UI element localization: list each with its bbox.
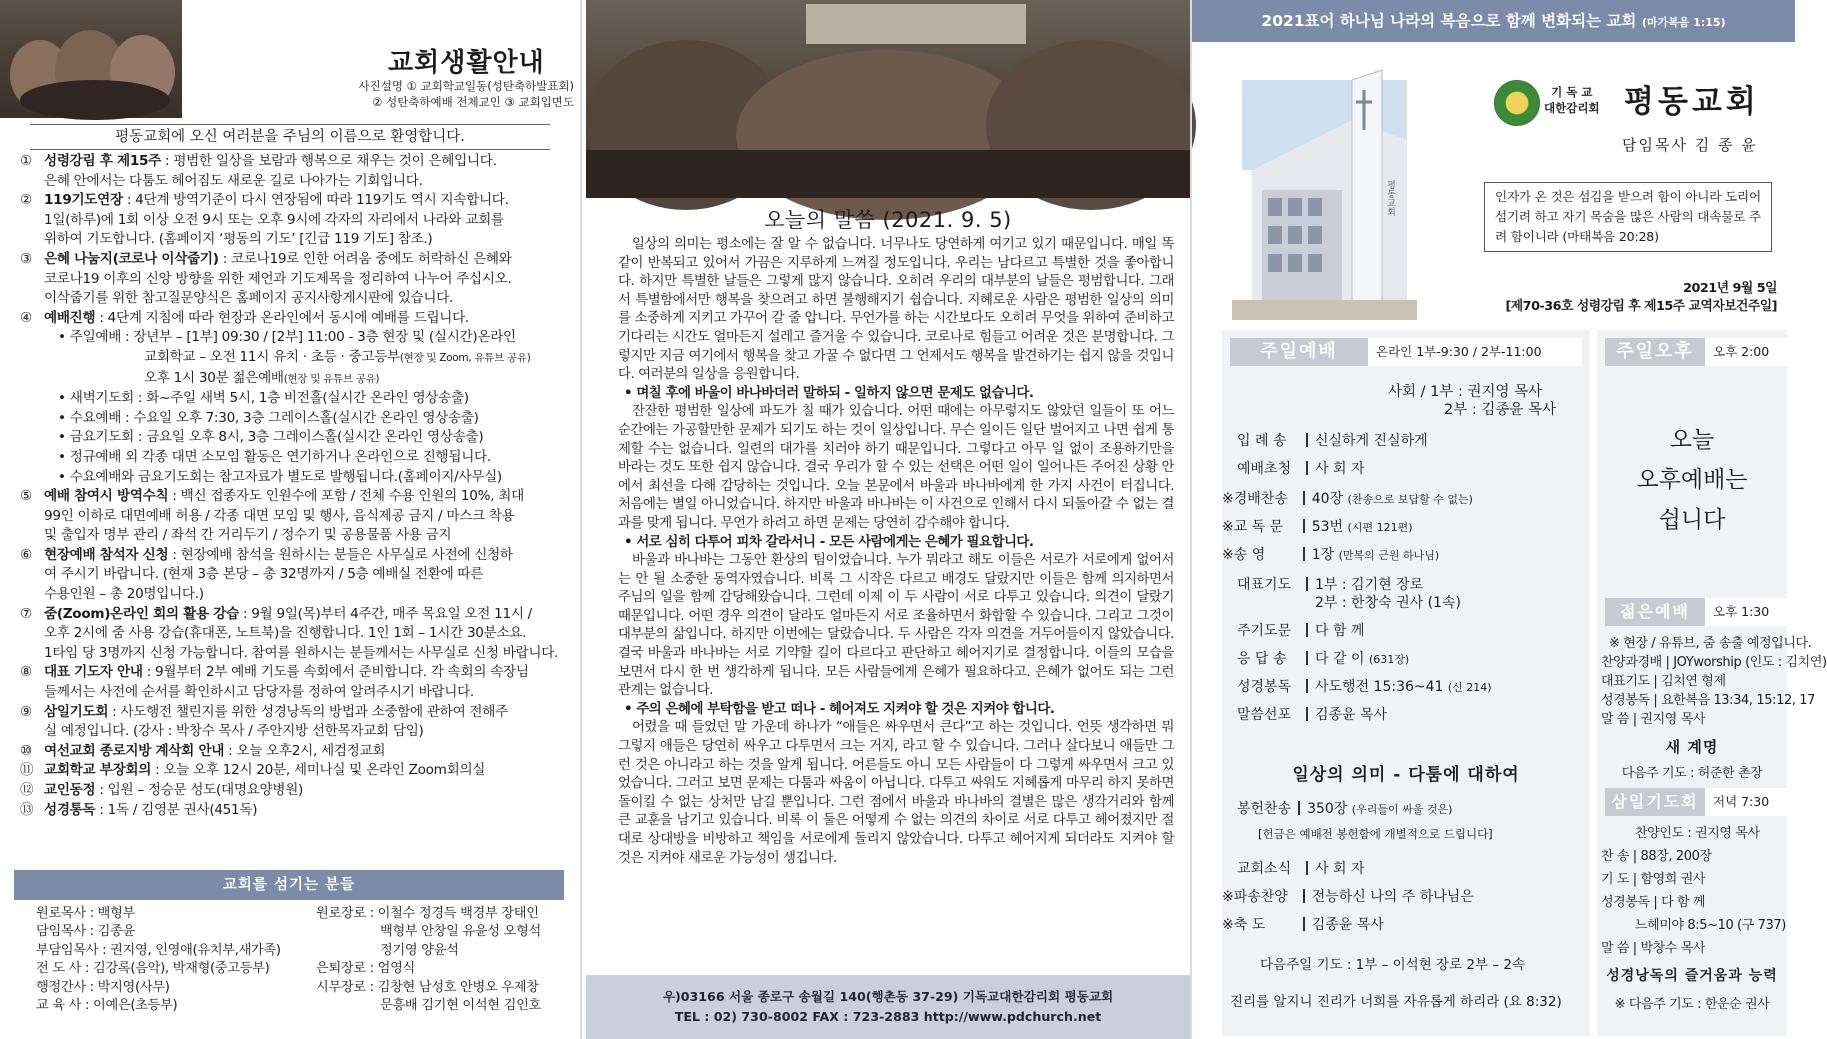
service-detail-line: 성경봉독 | 요한복음 13:34, 15:12, 17 — [1601, 693, 1816, 708]
notice-title: 예배 참여시 방역수칙 — [44, 488, 169, 505]
notice-number: ⑥ — [20, 546, 32, 563]
order-note: (시편 121편) — [1347, 521, 1413, 534]
staff-row: 부담임목사 : 권지영, 인영애(유치부,새가족) — [36, 942, 281, 958]
notice-title: 교인동정 — [44, 782, 96, 798]
order-row — [1237, 648, 1409, 668]
worship-leader: 사회 / 1부 : 권지영 목사 — [1388, 384, 1543, 400]
sermon-body — [618, 236, 1174, 868]
notice-item — [20, 309, 568, 329]
notice-item — [20, 663, 568, 702]
notice-number: ⑨ — [20, 703, 32, 720]
notice-text: : 4단계 지침에 따라 현장과 온라인에서 동시에 예배를 드립니다. — [95, 309, 469, 326]
staff-row: 담임목사 : 김종윤 — [36, 924, 136, 940]
order-label: 입 례 송 — [1237, 433, 1287, 449]
order-row — [1237, 858, 1364, 878]
order-label: 말씀선포 — [1237, 707, 1292, 723]
sermon-heading: 일상의 의미 - 다툼에 대하여 — [1292, 765, 1520, 785]
sermon-point: • 며칠 후에 바울이 바나바더러 말하되 - 일하지 않으면 문제도 없습니다. — [624, 385, 1034, 401]
church-address: 우)03166 서울 종로구 송월길 140(행촌동 37-29) 기독교대한감리회 평동교회 — [662, 989, 1114, 1004]
church-name: 평동교회 — [1624, 84, 1760, 120]
building-sign: 평동교회 — [1385, 180, 1395, 216]
order-row — [1237, 574, 1423, 594]
staff-row: 원로목사 : 백형부 — [36, 906, 136, 921]
scripture-verse-box: 인자가 온 것은 섬김을 받으려 함이 아니라 도리어 섬기려 하고 자기 목숨을 많은 사람의 대속물로 주려 함이니라 (마태복음 20:28) — [1484, 182, 1772, 252]
order-value: 전능하신 나의 주 하나님은 — [1311, 889, 1474, 905]
worship-leader: 2부 : 김종윤 목사 — [1444, 402, 1556, 418]
other-services-column — [1597, 330, 1827, 1036]
methodist-logo-icon — [1494, 80, 1540, 126]
service-detail-line: 말 씀 | 권지영 목사 — [1601, 712, 1706, 727]
column-divider — [580, 0, 582, 1039]
service-detail-line: 기 도 | 함영희 권사 — [1601, 872, 1706, 887]
notice-title: 성경통독 — [44, 801, 96, 818]
order-row — [1237, 676, 1492, 696]
young-worship-heading: 젊은예배 — [1605, 598, 1705, 626]
notice-item — [20, 152, 568, 191]
sunday-school-photo — [0, 0, 182, 118]
service-detail-line: ※ 현장 / 유튜브, 줌 송출 예정입니다. — [1609, 636, 1812, 651]
worship-line: 오후 1시 30분 젊은예배(현장 및 유튜브 공유) — [144, 369, 380, 386]
notice-item — [20, 605, 568, 664]
order-value: 사 회 자 — [1315, 461, 1365, 477]
order-value: 1장 — [1311, 547, 1339, 563]
sunday-worship-time: 온라인 1부-9:30 / 2부-11:00 — [1368, 338, 1582, 366]
young-worship-time: 오후 1:30 — [1705, 598, 1787, 626]
staff-row: 교 육 사 : 이예은(초등부) — [36, 998, 178, 1014]
notice-number: ③ — [20, 250, 32, 267]
notice-text: : 1독 / 김영분 권사(451독) — [95, 801, 258, 818]
order-row — [1222, 886, 1474, 906]
notice-number: ⑦ — [20, 605, 32, 622]
order-row — [1237, 458, 1364, 478]
offering-remark: [헌금은 예배전 봉헌함에 개별적으로 드립니다] — [1258, 827, 1493, 841]
order-value: 2부 : 한창숙 권사 (1속) — [1315, 595, 1461, 611]
notice-number: ⑤ — [20, 488, 32, 505]
service-detail-line: 말 씀 | 박창수 목사 — [1601, 941, 1706, 956]
order-label: 교회소식 — [1237, 861, 1292, 877]
notice-text: 코로나19 이후의 신앙 방향을 위한 제언과 기도제목을 정리하여 나누어 주십시오. — [44, 270, 512, 287]
photo-caption: 사진설명 ① 교회학교일동(성탄축하발표회) ② 성탄축하예배 전체교인 ③ 교회입면도 — [358, 79, 574, 109]
standing-mark: ※ — [1222, 491, 1234, 507]
notice-text: 오후 2시에 줌 사용 강습(휴대폰, 노트북)을 진행합니다. 1인 1회 – 1시간 30분소요. — [44, 625, 527, 642]
order-label: 응 답 송 — [1237, 651, 1287, 667]
denomination: 기 독 교 대한감리회 — [1544, 85, 1600, 115]
notice-item — [20, 546, 568, 605]
sermon-paragraph: 바울과 바나바는 그동안 환상의 팀이었습니다. 누가 뭐라고 해도 이들은 서로가 서로에게 없어서는 안 될 소중한 동역자였습니다. 비록 그 시작은 다르고 배경도 달랐지만 이들은 함께 의지하면서 주님의 일을 함께 감당해왔습니다. 그런데 이제 이 두 사람이 서로 다투고 있습니다. 의견이 달랐기 때문입니다. 어떤 경우 의견이 달라도 얼마든지 서로 조율하면서 화합할 수 있습니다. 그리고 그것이 대부분의 삶입니다. 하지만 이번에는 달랐습니다. 두 사람은 각자 의견을 거두어들이지 않았습니다. 결국 바울과 바나바는 서로 기약할 길이 다르다고 판단하고 헤어지기로 결정합니다. 이들의 모습을 보면서 다시 한 번 생각하게 됩니다. 모든 사람들에게 은혜가 필요하다고. 은혜가 없어도 되는 그런 관계는 없습니다. — [618, 553, 1174, 699]
notice-text: : 평범한 일상을 보람과 행복으로 채우는 것이 은혜입니다. — [161, 153, 497, 169]
sermon-point: • 주의 은혜에 부탁함을 받고 떠나 - 헤어져도 지켜야 할 것은 지켜야 합니다. — [624, 701, 1055, 717]
order-row — [1237, 704, 1387, 724]
young-next-prayer: 다음주 기도 : 허준한 촌장 — [1621, 766, 1763, 781]
church-building-illustration — [1232, 60, 1417, 320]
order-label: 성경봉독 — [1237, 679, 1292, 695]
notice-title: 은혜 나눔지(코로나 이삭줍기) — [44, 250, 219, 267]
notice-text: : 코로나19로 인한 어려움 중에도 허락하신 은혜와 — [218, 250, 512, 267]
order-label: 교 독 문 — [1233, 519, 1284, 535]
notice-item — [20, 703, 568, 742]
order-value: 신실하게 진실하게 — [1315, 433, 1428, 449]
order-label: 예배초청 — [1237, 461, 1292, 477]
notice-text: : 오늘 오후 12시 20분, 세미나실 및 온라인 Zoom회의실 — [151, 762, 486, 779]
service-detail-line: 찬양인도 : 권지영 목사 — [1635, 826, 1760, 841]
senior-pastor: 담임목사 김 종 윤 — [1622, 136, 1758, 154]
year-motto-banner: 2021표어 하나님 나라의 복음으로 함께 변화되는 교회 (마가복음 1:15) — [1192, 0, 1795, 42]
page-title: 교회생활안내 — [388, 48, 545, 78]
notice-text: : 현장예배 참석을 원하시는 분들은 사무실로 사전에 신청하 — [168, 546, 513, 563]
notice-number: ⑫ — [20, 782, 34, 798]
notice-text: : 입원 – 정승문 성도(대명요양병원) — [95, 782, 304, 798]
order-row: 봉헌찬송 350장 (우리들이 싸울 것은) — [1237, 801, 1453, 817]
afternoon-worship-heading: 주일오후 — [1605, 338, 1705, 366]
order-row — [1222, 544, 1439, 564]
order-note: (만복의 근원 하나님) — [1338, 549, 1440, 562]
notice-text: 실 예정입니다. (강사 : 박창수 목사 / 주안지방 선한목자교회 담임) — [44, 723, 424, 740]
notice-item — [20, 761, 568, 781]
staff-row: 정기영 양윤석 — [380, 942, 459, 958]
sermon-point: • 서로 심히 다투어 피차 갈라서니 - 모든 사람에게는 은혜가 필요합니다. — [624, 534, 1034, 550]
order-row — [1222, 488, 1473, 508]
standing-mark: ※ — [1222, 917, 1234, 933]
notice-text: 위하여 기도합니다. (홈페이지 ‘평동의 기도’ [긴급 119 기도] 참조.) — [44, 231, 433, 248]
worship-order-panel — [1192, 0, 1827, 1039]
young-sermon-title: 새 계명 — [1665, 738, 1719, 756]
church-contact-footer — [586, 975, 1190, 1039]
order-label: 경배찬송 — [1233, 491, 1288, 507]
notice-item — [20, 250, 568, 309]
service-detail-line: 찬양과경배 | JOYworship (인도 : 김치연) — [1601, 655, 1827, 670]
church-life-panel — [0, 0, 578, 1039]
notice-text: 및 출입자 명부 관리 / 좌석 간 거리두기 / 정수기 및 공용물품 사용 금지 — [44, 527, 452, 544]
notice-title: 119기도연장 — [44, 192, 123, 209]
order-note: (신 214) — [1447, 681, 1492, 694]
welcome-greeting: 평동교회에 오신 여러분을 주님의 이름으로 환영합니다. — [30, 124, 550, 150]
notice-text: 은혜 안에서는 다툼도 헤어짐도 새로운 길로 나아가는 기회입니다. — [44, 172, 423, 189]
notice-text: 99인 이하로 대면예배 허용 / 각종 대면 모임 및 행사, 음식제공 금지 / 마스크 착용 — [44, 507, 515, 524]
notice-text: 1타임 당 3명까지 신청 가능합니다. 참여를 원하시는 분들께서는 사무실로 신청 바랍니다. — [44, 644, 559, 661]
order-value: 김종윤 목사 — [1311, 917, 1384, 933]
notice-text: : 오늘 오후2시, 세검정교회 — [224, 742, 386, 759]
staff-row: 백형부 안창일 유윤성 오형석 — [380, 924, 541, 940]
closing-verse: 진리를 알지니 진리가 너희를 자유롭게 하리라 (요 8:32) — [1230, 994, 1562, 1010]
staff-row: 원로장로 : 이철수 정경득 백경부 장태인 — [316, 906, 539, 921]
staff-row: 전 도 사 : 김강록(음악), 박재형(중고등부) — [36, 961, 270, 977]
wednesday-prayer-time: 저녁 7:30 — [1705, 788, 1787, 816]
sunday-worship-order — [1222, 330, 1590, 1036]
staff-section-header: 교회를 섬기는 분들 — [14, 870, 564, 900]
notice-title: 성령강림 후 제15주 — [44, 153, 162, 169]
notice-title: 예배진행 — [44, 309, 96, 326]
notice-number: ① — [20, 153, 32, 169]
notice-text: : 9월 9일(목)부터 4주간, 매주 목요일 오전 11시 / — [238, 605, 532, 622]
order-row — [1237, 620, 1364, 640]
christmas-worship-photo — [586, 0, 1190, 198]
wednesday-next-prayer: ※ 다음주 기도 : 한운순 권사 — [1614, 997, 1770, 1012]
notice-text: 이삭줍기를 위한 참고질문양식은 홈페이지 공지사항게시판에 있습니다. — [44, 290, 454, 307]
worship-schedule — [20, 328, 568, 487]
notice-number: ② — [20, 192, 32, 209]
next-week-prayer: 다음주일 기도 : 1부 – 이석현 장로 2부 – 2속 — [1260, 957, 1526, 973]
order-label: 송 영 — [1233, 547, 1266, 563]
stage-banner — [806, 4, 1026, 44]
worship-line: • 수요예배와 금요기도회는 참고자료가 별도로 발행됩니다.(홈페이지/사무실) — [58, 468, 502, 485]
church-phone-web: TEL : 02) 730-8002 FAX : 723-2883 http://www.pdchurch.net — [674, 1009, 1102, 1024]
order-note: (찬송으로 보답할 수 없는) — [1347, 493, 1473, 506]
notice-item — [20, 801, 568, 821]
notice-text: 1일(하루)에 1회 이상 오전 9시 또는 오후 9시에 각자의 자리에서 나라와 교회를 — [44, 211, 504, 228]
order-value: 다 함 께 — [1315, 623, 1365, 639]
notice-text: : 백신 접종자도 인원수에 포함 / 전체 수용 인원의 10%, 최대 — [168, 488, 524, 505]
service-detail-line: 찬 송 | 88장, 200장 — [1601, 849, 1712, 864]
sermon-paragraph: 어렸을 때 들었던 말 가운데 하나가 “애들은 싸우면서 큰다”고 하는 것입니다. 언뜻 생각하면 뭐 그렇지 애들은 당연히 싸우고 다투면서 크는 거지, 라고 할 수 있습니다. 그러나 살다보니 애들만 그런 것은 아니라고 하는 것을 알게 됩니다. 어른들도 아니 모든 사람들이 다 그렇게 싸우면서 크고 있었습니다. 그러고 보면 문제는 다툼과 싸움이 아닙니다. 다투고 싸워도 지혜롭게 마무리 하지 못하면 돌이킬 수 없는 상처만 남길 뿐입니다. 그런 점에서 바울과 바나바의 결별은 많은 생각거리와 함께 큰 교훈을 남기고 있습니다. 비록 이 둘은 어떻게 수 없는 의견의 차이로 서로 다투고 헤어졌지만 절대로 상대방을 비방하고 책임을 서로에게 돌리지 않았습니다. 다투고 헤어지게 되더라도 지켜야 할 것은 지켜야 새로운 가능성이 생깁니다. — [618, 720, 1174, 866]
afternoon-service-message: 오늘 오후예배는 쉽니다 — [1636, 427, 1748, 533]
order-value: 다 같 이 — [1315, 651, 1369, 667]
order-label: 축 도 — [1233, 917, 1266, 933]
wednesday-sermon-title: 성경낭독의 즐거움과 능력 — [1606, 968, 1778, 984]
notice-number: ⑩ — [20, 742, 32, 759]
staff-row: 은퇴장로 : 엄영식 — [316, 961, 416, 977]
wednesday-prayer-heading: 삼일기도회 — [1605, 788, 1705, 816]
notice-item — [20, 487, 568, 546]
notice-number: ④ — [20, 309, 32, 326]
notice-title: 교회학교 부장회의 — [44, 762, 152, 779]
sermon-paragraph: 일상의 의미는 평소에는 잘 알 수 없습니다. 너무나도 당연하게 여기고 있기 때문입니다. 매일 똑같이 반복되고 있어서 가끔은 지루하게 느껴질 정도입니다. 우리는 남다르고 특별한 것을 좋아합니다. 하지만 특별한 날들은 그렇게 많지 않습니다. 오히려 우리의 대부분의 날들은 평범합니다. 그래서 특별함에서만 행복을 찾으려고 하면 불행해지기 쉽습니다. 지혜로운 사람은 평범한 일상의 의미를 소중하게 지키고 가꾸어 갈 줄 압니다. 무언가를 하는 시간보다도 오히려 무엇을 위하여 준비하고 기다리는 시간도 얼마든지 설레고 즐거울 수 있습니다. 코로나로 힘들고 어려운 것은 분명합니다. 그렇지만 지금 여기에서 행복을 찾고 가꿀 수 없다면 그 언제서도 행복을 발견하기는 쉽지 않을 것입니다. 여러분의 일상을 응원합니다. — [618, 237, 1174, 383]
order-note: (631장) — [1368, 653, 1410, 666]
notice-number: ⑪ — [20, 762, 34, 779]
order-row — [1222, 914, 1384, 934]
order-row — [1237, 592, 1461, 612]
notice-item — [20, 781, 568, 801]
notice-title: 삼일기도회 — [44, 703, 109, 720]
sermon-panel — [586, 0, 1190, 1039]
notice-title: 대표 기도자 안내 — [44, 664, 143, 681]
notice-title: 여선교회 종로지방 계삭회 안내 — [44, 742, 225, 759]
staff-row: 문흥배 김기현 이석현 김인호 — [380, 998, 541, 1014]
sunday-worship-heading: 주일예배 — [1230, 338, 1368, 366]
service-detail-line: 성경봉독 | 다 함 께 — [1601, 895, 1706, 910]
standing-mark: ※ — [1222, 889, 1234, 905]
worship-line: • 금요기도회 : 금요일 오후 8시, 3층 그레이스홀(실시간 온라인 영상송출) — [58, 429, 484, 446]
order-label: 파송찬양 — [1233, 889, 1288, 905]
worship-line: • 정규예배 외 각종 대면 소모임 활동은 연기하거나 온라인으로 진행됩니다. — [58, 448, 491, 465]
order-label: 대표기도 — [1237, 577, 1292, 593]
worship-line: • 수요예배 : 수요일 오후 7:30, 3층 그레이스홀(실시간 온라인 영상송출) — [58, 409, 479, 426]
worship-line: • 새벽기도회 : 화~주일 새벽 5시, 1층 비전홀(실시간 온라인 영상송출) — [58, 390, 469, 407]
notice-list — [20, 152, 568, 820]
afternoon-worship-time: 오후 2:00 — [1705, 338, 1787, 366]
service-detail-line: 대표기도 | 김치연 형제 — [1601, 674, 1726, 689]
order-value: 김종윤 목사 — [1315, 707, 1388, 723]
notice-number: ⑧ — [20, 664, 32, 681]
order-value: 사 회 자 — [1315, 861, 1365, 877]
notice-item — [20, 191, 568, 250]
bulletin-date: 2021년 9월 5일 [제70-36호 성령강림 후 제15주 교역자보건주일] — [1505, 281, 1777, 314]
notice-text: : 9월부터 2부 예배 기도를 속회에서 준비합니다. 각 속회의 속장님 — [142, 664, 529, 681]
notice-text: : 사도행전 챌린지를 위한 성경낭독의 방법과 소중함에 관하여 전해주 — [108, 703, 508, 720]
order-value: 40장 — [1311, 491, 1348, 507]
notice-text: 수용인원 – 총 20명입니다.) — [44, 586, 204, 603]
sermon-paragraph: 잔잔한 평범한 일상에 파도가 칠 때가 있습니다. 어떤 때에는 아무렇지도 않았던 일들이 또 어느 순간에는 가공할만한 문제가 되기도 하는 것이 일상입니다. 무슨 일이든 일단 벌어지고 나면 쉽게 통제할 수는 없습니다. 일련의 대가를 치러야 하기 때문입니다. 그렇다고 아무 일 없이 조용하기만을 바라는 것도 또한 쉽지 않습니다. 결국 우리가 할 수 있는 선택은 어떤 일이 일어나든 주어진 상황 안에서 최선을 다해 감당하는 것입니다. 오늘 본문에서 바울과 바나바에게 한 가지 사건이 터집니다. 처음에는 별일 아니었습니다. 하지만 바울과 바나바는 이 사건으로 인해서 다시 되돌아갈 수 없는 결과를 맞게 됩니다. 무언가 하려고 하면 문제는 당연히 감수해야 합니다. — [618, 404, 1174, 531]
notice-text: 여 주시기 바랍니다. (현재 3층 본당 – 총 32명까지 / 5층 예배실 전환에 따른 — [44, 566, 484, 583]
order-label: 주기도문 — [1237, 623, 1292, 639]
notice-number: ⑬ — [20, 801, 34, 818]
sermon-title: 오늘의 말씀 (2021. 9. 5) — [764, 208, 1012, 232]
notice-title: 현장예배 참석자 신청 — [44, 546, 169, 563]
staff-row: 행정간사 : 박지영(사무) — [36, 979, 170, 995]
order-value: 53번 — [1311, 519, 1348, 535]
order-value: 1부 : 김기현 장로 — [1315, 577, 1424, 593]
standing-mark: ※ — [1222, 519, 1234, 535]
staff-row: 시무장로 : 김창현 남성호 안병오 우제창 — [316, 979, 539, 995]
notice-item — [20, 742, 568, 762]
notice-title: 줌(Zoom)온라인 회의 활용 강습 — [44, 605, 239, 622]
worship-line: • 주일예배 : 장년부 – [1부] 09:30 / [2부] 11:00 - 3층 현장 및 (실시간)온라인 — [58, 329, 516, 346]
notice-text: 들께서는 사전에 순서를 확인하시고 담당자를 정하여 알려주시기 바랍니다. — [44, 684, 474, 701]
order-row — [1237, 430, 1428, 450]
standing-mark: ※ — [1222, 547, 1234, 563]
order-value: 사도행전 15:36~41 — [1315, 679, 1448, 695]
order-row — [1222, 516, 1412, 536]
service-detail-line: 느헤미야 8:5~10 (구 737) — [1635, 918, 1786, 933]
notice-text: : 4단계 방역기준이 다시 연장됨에 따라 119기도 역시 지속합니다. — [122, 192, 509, 209]
worship-line: 교회학교 – 오전 11시 유치 · 초등 · 중고등부(현장 및 Zoom, 유튜브 공유) — [144, 348, 531, 365]
